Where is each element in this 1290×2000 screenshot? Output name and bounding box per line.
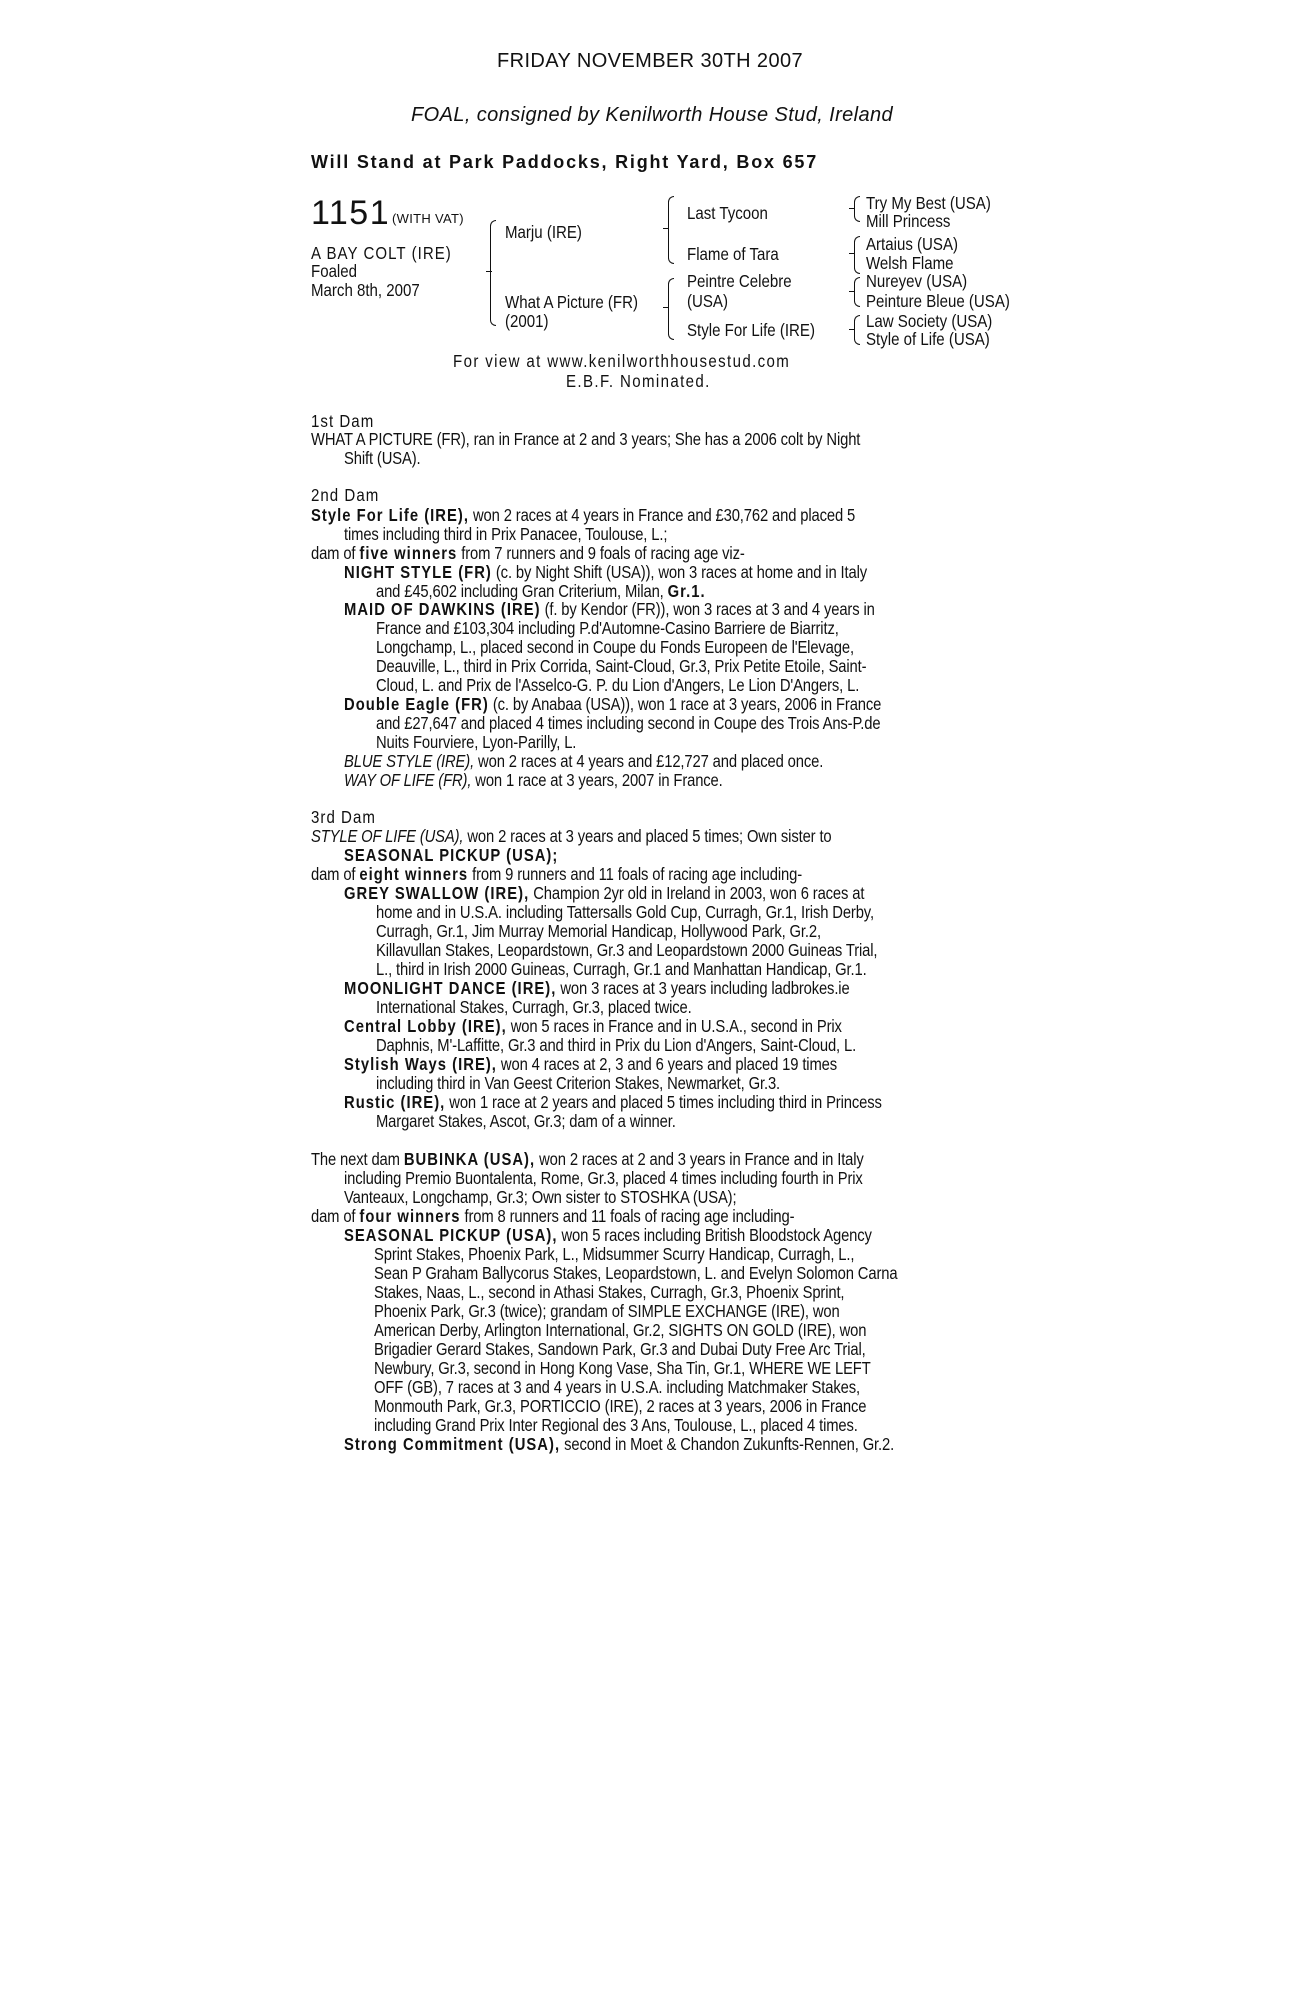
progeny-entry-cont: Newbury, Gr.3, second in Hong Kong Vase, Sha Tin, Gr.1, WHERE WE LEFT	[374, 1358, 871, 1378]
stand-location: Will Stand at Park Paddocks, Right Yard, Box 657	[311, 152, 819, 172]
next-dam-line	[311, 1151, 864, 1168]
progeny-entry	[344, 1227, 872, 1244]
progeny-entry	[344, 601, 875, 618]
progeny-entry-cont: and £27,647 and placed 4 times including second in Coupe des Trois Ans-P.de	[376, 713, 881, 733]
progeny-name: NIGHT STYLE (FR)	[344, 562, 492, 582]
pedigree-sds: Artaius (USA)	[866, 234, 958, 254]
progeny-entry	[344, 1056, 837, 1073]
progeny-record: won 3 races at 3 years including ladbrokes.ie	[560, 978, 850, 998]
third-dam-line	[344, 847, 558, 864]
progeny-record: second in Moet & Chandon Zukunfts-Rennen, Gr.2.	[564, 1434, 895, 1454]
pedigree-ssd: Mill Princess	[866, 211, 951, 231]
pedigree-dsd: Peinture Bleue (USA)	[866, 291, 1010, 311]
pedigree-sire-sire: Last Tycoon	[687, 203, 768, 223]
pedigree-sire-dam: Flame of Tara	[687, 244, 779, 264]
vat-note: (WITH VAT)	[392, 211, 464, 226]
progeny-entry-cont: including Grand Prix Inter Regional des 3 Ans, Toulouse, L., placed 4 times.	[374, 1415, 858, 1435]
progeny-entry	[344, 885, 864, 902]
progeny-entry-cont: Phoenix Park, Gr.3 (twice); grandam of SIMPLE EXCHANGE (IRE), won	[374, 1301, 840, 1321]
next-dam-line: including Premio Buontalenta, Rome, Gr.3, placed 4 times including fourth in Prix	[344, 1168, 863, 1188]
progeny-entry-cont: OFF (GB), 7 races at 3 and 4 years in U.S.A. including Matchmaker Stakes,	[374, 1377, 860, 1397]
progeny-record: won 1 race at 2 years and placed 5 times including third in Princess	[449, 1092, 882, 1112]
text-span: and £45,602 including Gran Criterium, Milan,	[376, 581, 664, 601]
progeny-entry-cont: home and in U.S.A. including Tattersalls Gold Cup, Curragh, Gr.1, Irish Derby,	[376, 902, 874, 922]
second-dam-line: times including third in Prix Panacee, Toulouse, L.;	[344, 524, 668, 544]
pedigree-dam-sire: Peintre Celebre	[687, 271, 792, 291]
pedigree-dds: Law Society (USA)	[866, 311, 993, 331]
pedigree-sire: Marju (IRE)	[505, 222, 582, 242]
text-span: from 8 runners and 11 foals of racing age including-	[464, 1206, 795, 1226]
next-dam-line: Vanteaux, Longchamp, Gr.3; Own sister to STOSHKA (USA);	[344, 1187, 737, 1207]
progeny-entry-cont: Longchamp, L., placed second in Coupe du Fonds Europeen de l'Elevage,	[376, 637, 854, 657]
pedigree-bracket-sire	[668, 196, 674, 264]
pedigree-bracket-dam-tip	[663, 307, 669, 308]
dam-name: Style For Life (IRE),	[311, 505, 470, 525]
dam-name: BUBINKA (USA),	[403, 1149, 536, 1169]
dam-record: won 2 races at 3 years and placed 5 times; Own sister to	[467, 826, 832, 846]
progeny-record: Champion 2yr old in Ireland in 2003, won 6 races at	[533, 883, 865, 903]
foaled-date: March 8th, 2007	[311, 280, 420, 300]
progeny-entry-cont: Sean P Graham Ballycorus Stakes, Leopardstown, L. and Evelyn Solomon Carna	[374, 1263, 898, 1283]
progeny-name: BLUE STYLE (IRE),	[344, 751, 475, 771]
progeny-record: won 2 races at 4 years and £12,727 and placed once.	[478, 751, 824, 771]
progeny-entry-cont: International Stakes, Curragh, Gr.3, placed twice.	[376, 997, 692, 1017]
progeny-entry-cont: including third in Van Geest Criterion Stakes, Newmarket, Gr.3.	[376, 1073, 781, 1093]
progeny-entry-cont	[376, 583, 706, 600]
progeny-entry-cont: American Derby, Arlington International, Gr.2, SIGHTS ON GOLD (IRE), won	[374, 1320, 867, 1340]
progeny-entry	[344, 1436, 894, 1453]
ebf-nominated: E.B.F. Nominated.	[566, 371, 711, 391]
text-span: dam of	[311, 543, 356, 563]
first-dam-line: WHAT A PICTURE (FR), ran in France at 2 and 3 years; She has a 2006 colt by Night	[311, 429, 861, 449]
first-dam-heading: 1st Dam	[311, 411, 375, 431]
progeny-entry-cont: L., third in Irish 2000 Guineas, Curragh, Gr.1 and Manhattan Handicap, Gr.1.	[376, 959, 867, 979]
progeny-entry-cont: Stakes, Naas, L., second in Athasi Stakes, Curragh, Gr.3, Phoenix Sprint,	[374, 1282, 845, 1302]
pedigree-dam-year: (2001)	[505, 311, 549, 331]
progeny-entry-cont: Margaret Stakes, Ascot, Gr.3; dam of a winner.	[376, 1111, 676, 1131]
next-dam-line	[311, 1208, 794, 1225]
progeny-record: (f. by Kendor (FR)), won 3 races at 3 and 4 years in	[544, 599, 875, 619]
progeny-name: Stylish Ways (IRE),	[344, 1054, 497, 1074]
grade: Gr.1.	[667, 581, 706, 601]
third-dam-line	[311, 828, 832, 845]
text-span: from 9 runners and 11 foals of racing age including-	[472, 864, 803, 884]
pedigree-bracket-sd-tip	[849, 253, 855, 254]
pedigree-bracket-gen1	[490, 220, 496, 326]
pedigree-bracket-sd	[854, 236, 860, 274]
pedigree-dam-sire-country: (USA)	[687, 291, 728, 311]
progeny-entry	[344, 753, 823, 770]
pedigree-bracket-dd-tip	[849, 329, 855, 330]
dam-name: STYLE OF LIFE (USA),	[311, 826, 464, 846]
dam-record: won 2 races at 2 and 3 years in France and in Italy	[539, 1149, 864, 1169]
progeny-name: MAID OF DAWKINS (IRE)	[344, 599, 541, 619]
pedigree-sdd: Welsh Flame	[866, 253, 954, 273]
dam-record: won 2 races at 4 years in France and £30,762 and placed 5	[473, 505, 856, 525]
pedigree-bracket-dam	[668, 278, 674, 340]
progeny-record: won 4 races at 2, 3 and 6 years and placed 19 times	[500, 1054, 838, 1074]
pedigree-sss: Try My Best (USA)	[866, 193, 991, 213]
progeny-entry-cont: Nuits Fourviere, Lyon-Parilly, L.	[376, 732, 577, 752]
text-span: dam of	[311, 864, 356, 884]
progeny-entry-cont: Brigadier Gerard Stakes, Sandown Park, Gr.3 and Dubai Duty Free Arc Trial,	[374, 1339, 866, 1359]
consignment-line: FOAL, consigned by Kenilworth House Stud, Ireland	[411, 104, 894, 126]
progeny-record: won 5 races in France and in U.S.A., second in Prix	[510, 1016, 842, 1036]
lot-number: 1151	[311, 194, 391, 232]
pedigree-dam-dam: Style For Life (IRE)	[687, 320, 815, 340]
sister-name: SEASONAL PICKUP (USA);	[344, 845, 559, 865]
text-span: The next dam	[311, 1149, 400, 1169]
progeny-entry	[344, 1018, 842, 1035]
progeny-name: WAY OF LIFE (FR),	[344, 770, 472, 790]
progeny-name: GREY SWALLOW (IRE),	[344, 883, 530, 903]
progeny-entry-cont: Monmouth Park, Gr.3, PORTICCIO (IRE), 2 races at 3 years, 2006 in France	[374, 1396, 867, 1416]
third-dam-heading: 3rd Dam	[311, 807, 376, 827]
progeny-entry-cont: Cloud, L. and Prix de l'Asselco-G. P. du Lion d'Angers, Le Lion D'Angers, L.	[376, 675, 860, 695]
progeny-entry-cont: France and £103,304 including P.d'Automne-Casino Barriere de Biarritz,	[376, 618, 839, 638]
pedigree-bracket-ds-tip	[849, 291, 855, 292]
foaled-label: Foaled	[311, 261, 358, 281]
progeny-entry-cont: Curragh, Gr.1, Jim Murray Memorial Handicap, Hollywood Park, Gr.2,	[376, 921, 821, 941]
third-dam-line	[311, 866, 802, 883]
progeny-entry-cont: Deauville, L., third in Prix Corrida, Saint-Cloud, Gr.3, Prix Petite Etoile, Saint-	[376, 656, 867, 676]
progeny-name: Central Lobby (IRE),	[344, 1016, 507, 1036]
winners-count: four winners	[359, 1206, 461, 1226]
winners-count: eight winners	[359, 864, 469, 884]
progeny-entry	[344, 980, 850, 997]
sale-date: FRIDAY NOVEMBER 30TH 2007	[497, 50, 804, 72]
progeny-entry-cont: Sprint Stakes, Phoenix Park, L., Midsummer Scurry Handicap, Curragh, L.,	[374, 1244, 855, 1264]
progeny-name: MOONLIGHT DANCE (IRE),	[344, 978, 557, 998]
progeny-entry-cont: Daphnis, M'-Laffitte, Gr.3 and third in Prix du Lion d'Angers, Saint-Cloud, L.	[376, 1035, 857, 1055]
second-dam-line	[311, 545, 745, 562]
progeny-name: Double Eagle (FR)	[344, 694, 489, 714]
pedigree-dam: What A Picture (FR)	[505, 292, 638, 312]
second-dam-line	[311, 507, 855, 524]
progeny-name: Strong Commitment (USA),	[344, 1434, 561, 1454]
progeny-entry-cont: Killavullan Stakes, Leopardstown, Gr.3 and Leopardstown 2000 Guineas Trial,	[376, 940, 878, 960]
website-line: For view at www.kenilworthhousestud.com	[453, 351, 791, 371]
lot-description: A BAY COLT (IRE)	[311, 243, 452, 263]
pedigree-dss: Nureyev (USA)	[866, 271, 968, 291]
text-span: from 7 runners and 9 foals of racing age viz-	[461, 543, 745, 563]
progeny-entry	[344, 772, 723, 789]
progeny-name: SEASONAL PICKUP (USA),	[344, 1225, 558, 1245]
pedigree-bracket-ss-tip	[849, 208, 855, 209]
progeny-record: won 5 races including British Bloodstock Agency	[561, 1225, 872, 1245]
winners-count: five winners	[359, 543, 458, 563]
pedigree-bracket-gen1-tip	[486, 271, 492, 272]
progeny-record: (c. by Anabaa (USA)), won 1 race at 3 years, 2006 in France	[492, 694, 882, 714]
progeny-record: (c. by Night Shift (USA)), won 3 races at home and in Italy	[495, 562, 868, 582]
second-dam-heading: 2nd Dam	[311, 485, 380, 505]
progeny-name: Rustic (IRE),	[344, 1092, 446, 1112]
text-span: dam of	[311, 1206, 356, 1226]
first-dam-line: Shift (USA).	[344, 448, 421, 468]
progeny-entry	[344, 564, 867, 581]
pedigree-bracket-sire-tip	[663, 228, 669, 229]
progeny-entry	[344, 1094, 882, 1111]
progeny-entry	[344, 696, 881, 713]
pedigree-ddd: Style of Life (USA)	[866, 329, 990, 349]
progeny-record: won 1 race at 3 years, 2007 in France.	[475, 770, 723, 790]
